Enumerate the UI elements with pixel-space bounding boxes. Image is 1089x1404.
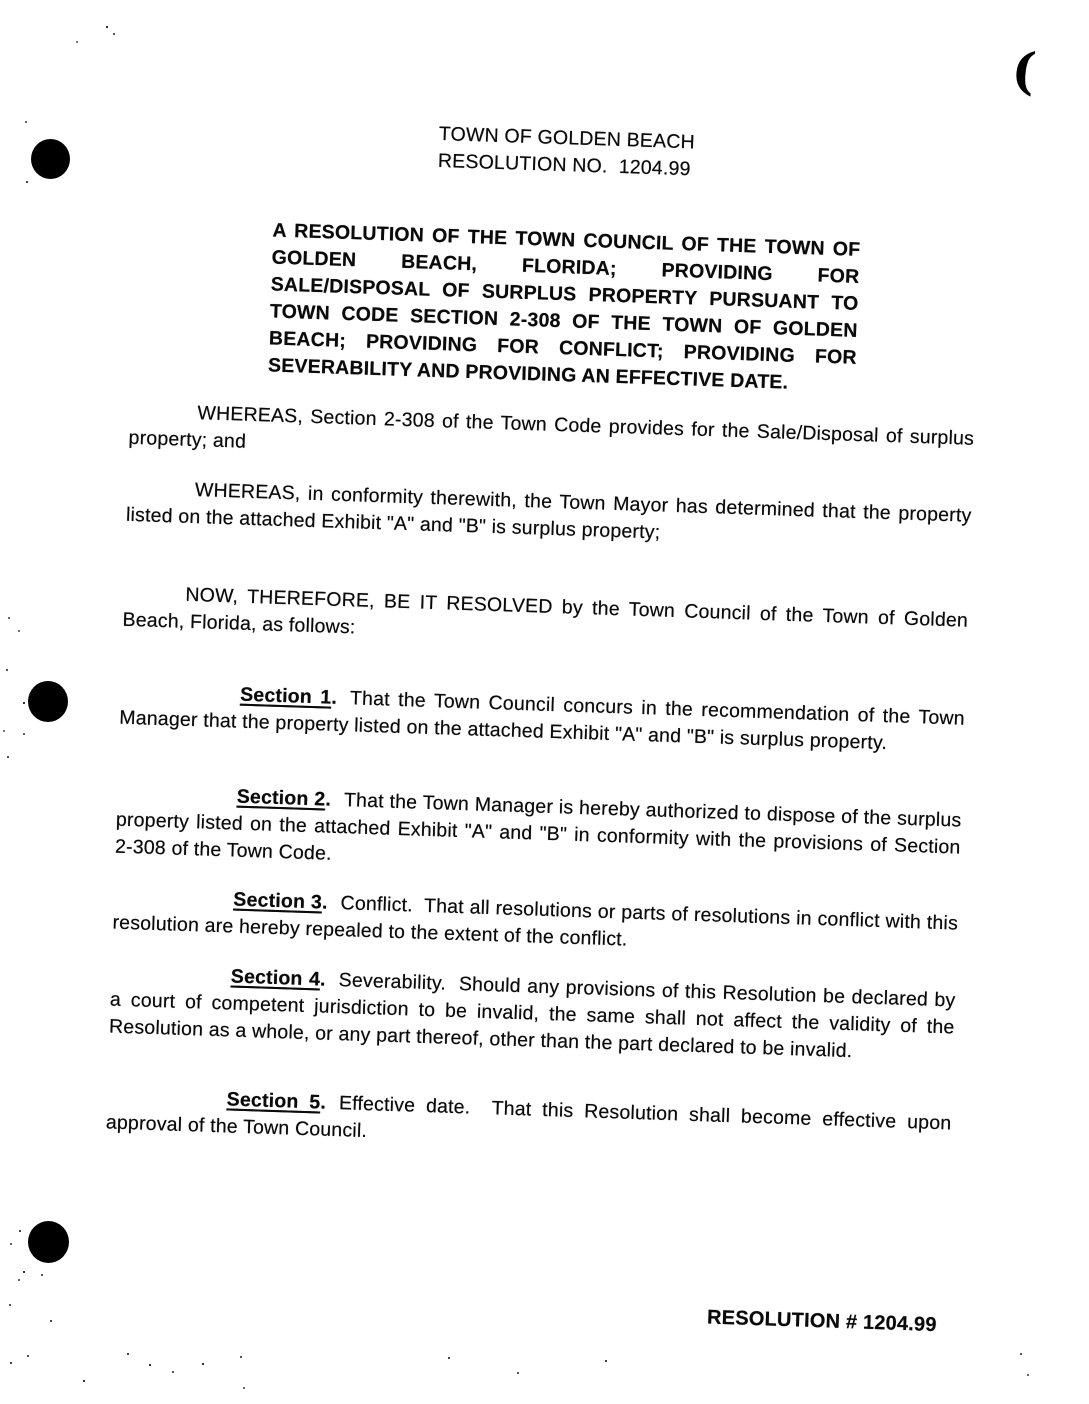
document-content [97,95,985,1404]
section-5-label: Section 5 [226,1088,321,1114]
hole-punch-bottom [28,1221,69,1263]
section-2-text: That the Town Manager is hereby authorized to dispose of the surplus property listed on the attached Exhibit "A" and "B" in conformity with the provisions of Section 2-308 of the Town Code. [114,789,962,865]
section-1-text: That the Town Council concurs in the recommendation of the Town Manager that the property listed on the attached Exhibit "A" and "B" is surplus property. [118,687,966,755]
section-5-punct: . [320,1091,327,1114]
section-3-punct: . [321,891,329,914]
section-4-paragraph [109,960,956,1069]
whereas-clause-2: WHEREAS, in conformity therewith, the Town Mayor has determined that the property listed on the attached Exhibit "A" and "B" is surplus property; [125,479,972,544]
document-header [438,121,696,183]
section-3-label: Section 3 [233,888,323,914]
section-2-label: Section 2 [236,785,326,811]
resolution-number-line: RESOLUTION NO. 1204.99 [437,149,691,181]
section-5-text: Effective date. That this Resolution shall become effective upon approval of the Town Council. [105,1092,952,1143]
section-5-paragraph [105,1082,951,1164]
section-4-text: Severability. Should any provisions of this Resolution be declared by a court of competent jurisdiction to be invalid, the same shall not affect the validity of the Resolution as a whole, or any part thereof, other than the part declared to be invalid. [108,969,956,1063]
section-2-punct: . [325,788,332,811]
section-1-label: Section 1 [239,683,332,709]
section-2-paragraph [115,780,962,889]
document-title: TOWN OF GOLDEN BEACH [438,122,696,154]
scan-noise-specks [0,0,2,2]
section-4-label: Section 4 [230,965,321,991]
handwritten-paren-mark: ( [1009,39,1039,102]
section-1-punct: . [331,686,338,709]
section-3-text: Conflict. That all resolutions or parts of resolutions in conflict with this resolution are hereby repealed to the extent of the conflict. [112,892,959,951]
section-3-paragraph [112,883,958,965]
section-1-paragraph [119,678,965,760]
footer-resolution-number: RESOLUTION # 1204.99 [706,1306,938,1337]
resolved-clause: NOW, THEREFORE, BE IT RESOLVED by the Town Council of the Town of Golden Beach, Florida, as follows: [122,583,969,639]
whereas-clause-1: WHEREAS, Section 2-308 of the Town Code provides for the Sale/Disposal of surplus property; and [128,402,975,453]
hole-punch-middle [28,681,68,722]
section-4-punct: . [319,968,327,991]
resolution-caption: A RESOLUTION OF THE TOWN COUNCIL OF THE TOWN OF GOLDEN BEACH, FLORIDA; PROVIDING FOR SALE/DISPOSAL OF SURPLUS PROPERTY PURSUANT TO TOWN CODE SECTION 2-308 OF THE TOWN OF GOLDEN BEACH; PROVIDING FOR CONFLICT; PROVIDING FOR SEVERABILITY AND PROVIDING AN EFFECTIVE DATE. [267,219,861,394]
hole-punch-top [31,139,70,179]
